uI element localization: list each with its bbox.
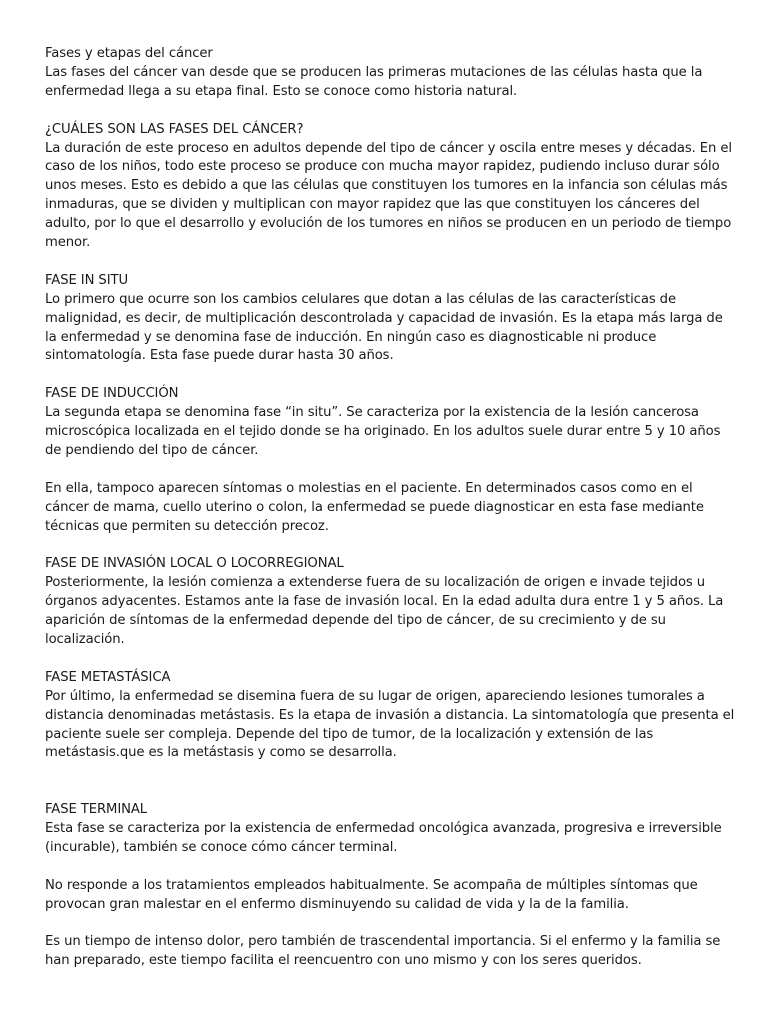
section-paragraph: Es un tiempo de intenso dolor, pero también de trascendental importancia. Si el enfermo y la familia se han preparado, este tiempo facilita el reencuentro con uno mismo y con los seres queridos. [45, 934, 721, 969]
section-invasion-local [45, 555, 735, 650]
intro-paragraph: Las fases del cáncer van desde que se producen las primeras mutaciones de las células hasta que la enfermedad llega a su etapa final. Esto se conoce como historia natural. [45, 64, 703, 99]
section-terminal [45, 801, 735, 971]
section-paragraph: Esta fase se caracteriza por la existencia de enfermedad oncológica avanzada, progresiva e irreversible (incurable), también se conoce cómo cáncer terminal. [45, 821, 722, 855]
section-paragraph: La duración de este proceso en adultos depende del tipo de cáncer y oscila entre meses y décadas. En el caso de los niños, todo este proceso se produce con mucha mayor rapidez, pudiendo incluso durar sólo unos meses. Esto es debido a que las células que constituyen los tumores en la infancia son células más inmaduras, que se dividen y multiplican con mayor rapidez que las que constituyen los cánceres del adulto, por lo que el desarrollo y evolución de los tumores en niños se producen en un periodo de tiempo menor. [45, 140, 732, 251]
section-in-situ [45, 272, 735, 367]
section-heading: FASE DE INDUCCIÓN [45, 386, 179, 402]
section-fases [45, 121, 735, 253]
section-paragraph: No responde a los tratamientos empleados habitualmente. Se acompaña de múltiples síntomas que provocan gran malestar en el enfermo disminuyendo su calidad de vida y la de la familia. [45, 877, 698, 912]
section-heading: ¿CUÁLES SON LAS FASES DEL CÁNCER? [45, 121, 304, 137]
section-heading: FASE METASTÁSICA [45, 669, 171, 685]
section-heading: FASE DE INVASIÓN LOCAL O LOCORREGIONAL [45, 556, 344, 572]
intro-block [45, 45, 735, 102]
document-title: Fases y etapas del cáncer [45, 46, 213, 61]
section-paragraph: Lo primero que ocurre son los cambios celulares que dotan a las células de las características de malignidad, es decir, de multiplicación descontrolada y capacidad de invasión. Es la etapa más larga de la enfermedad y se denomina fase de inducción. En ningún caso es diagnosticable ni produce sintomatología. Esta fase puede durar hasta 30 años. [45, 291, 723, 364]
section-paragraph: Posteriormente, la lesión comienza a extenderse fuera de su localización de origen e invade tejidos u órganos adyacentes. Estamos ante la fase de invasión local. En la edad adulta dura entre 1 y 5 años. La aparición de síntomas de la enfermedad depende del tipo de cáncer, de su crecimiento y de su localización. [45, 575, 724, 648]
section-paragraph: Por último, la enfermedad se disemina fuera de su lugar de origen, apareciendo lesiones tumorales a distancia denominadas metástasis. Es la etapa de invasión a distancia. La sintomatología que presenta el paciente suele ser compleja. Depende del tipo de tumor, de la localización y extensión de las metástasis.que es la metástasis y como se desarrolla. [45, 688, 735, 761]
section-paragraph: En ella, tampoco aparecen síntomas o molestias en el paciente. En determinados casos como en el cáncer de mama, cuello uterino o colon, la enfermedad se puede diagnosticar en esta fase mediante técnicas que permiten su detección precoz. [45, 480, 704, 534]
section-metastasica [45, 669, 735, 764]
section-heading: FASE IN SITU [45, 272, 129, 288]
section-heading: FASE TERMINAL [45, 802, 148, 818]
section-paragraph: La segunda etapa se denomina fase “in situ”. Se caracteriza por la existencia de la lesión cancerosa microscópica localizada en el tejido donde se ha originado. En los adultos suele durar entre 5 y 10 años de pendiendo del tipo de cáncer. [45, 405, 721, 458]
document-page [45, 45, 735, 971]
section-induccion [45, 385, 735, 536]
